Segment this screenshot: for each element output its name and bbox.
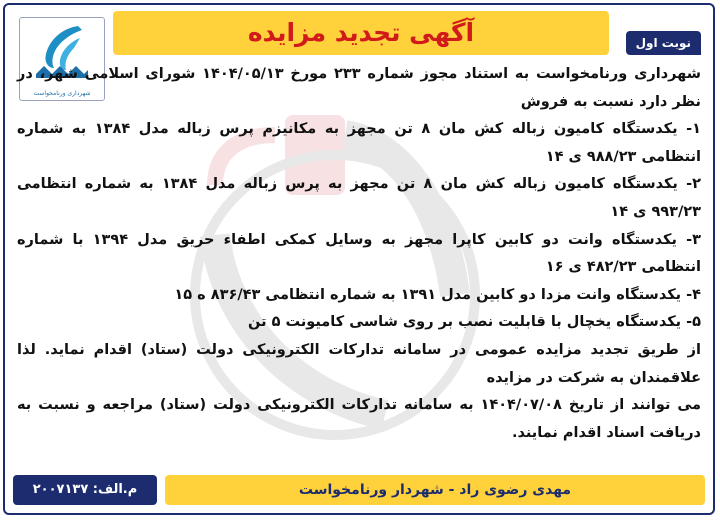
logo-caption: شهرداری ورنامخواست <box>33 90 91 97</box>
item-3: ۳- یکدستگاه وانت دو کابین کاپرا مجهز به وسایل کمکی اطفاء حریق مدل ۱۳۹۴ با شماره انتظامی ۴۸۲/۲۳ ی ۱۶ <box>17 231 701 276</box>
document-date-paragraph: می توانند از تاریخ ۱۴۰۴/۰۷/۰۸ به سامانه تدارکات الکترونیکی دولت (ستاد) مراجعه و نسبت به دریافت اسناد اقدام نمایند. <box>17 397 701 441</box>
signer-name: مهدی رضوی راد - شهردار ورنامخواست <box>298 482 572 498</box>
item-2: ۲- یکدستگاه کامیون زباله کش مان ۸ تن مجهز به پرس زباله مدل ۱۳۸۴ به شماره انتظامی ۹۹۳/۲۳ ی ۱۴ <box>17 176 701 220</box>
item-1: ۱- یکدستگاه کامیون زباله کش مان ۸ تن مجهز به مکانیزم پرس زباله مدل ۱۳۸۴ به شماره انتظامی ۹۸۸/۲۳ ی ۱۴ <box>17 121 701 165</box>
intro-paragraph: شهرداری ورنامخواست به استناد مجوز شماره ۲۳۳ مورخ ۱۴۰۴/۰۵/۱۳ شورای اسلامی شهر، در نظر دارد نسبت به فروش <box>17 66 701 110</box>
notice-footer <box>13 475 705 505</box>
insertion-tag: نوبت اول <box>626 31 701 55</box>
notice-frame <box>3 3 715 515</box>
notice-body <box>17 61 701 447</box>
notice-title: آگهی تجدید مزایده <box>247 18 475 47</box>
item-4: ۴- یکدستگاه وانت مزدا دو کابین مدل ۱۳۹۱ به شماره انتظامی ۸۳۶/۴۳ ه ۱۵ <box>174 286 701 303</box>
auction-method-paragraph: از طریق تجدید مزایده عمومی در سامانه تدارکات الکترونیکی دولت (ستاد) اقدام نماید. لذا علاقمندان به شرکت در مزایده <box>17 341 701 386</box>
ad-code: م.الف: ۲۰۰۷۱۳۷ <box>13 475 157 505</box>
item-5: ۵- یکدستگاه یخچال با قابلیت نصب بر روی شاسی کامیونت ۵ تن <box>248 314 701 331</box>
